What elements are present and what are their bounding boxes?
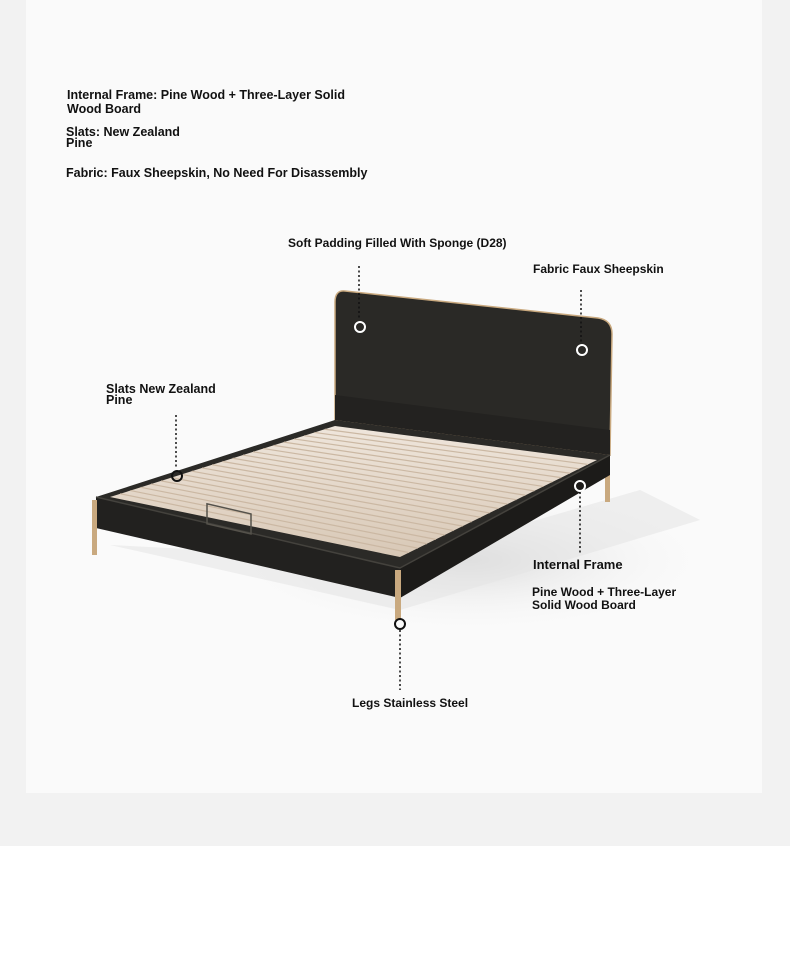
- callout-legs: Legs Stainless Steel: [352, 696, 469, 710]
- callout-internal-frame-desc: Pine Wood + Three-Layer Solid Wood Board: [532, 585, 677, 612]
- spec-internal-frame: Internal Frame: Pine Wood + Three-Layer Solid Wood Board: [67, 88, 345, 116]
- spec-fabric: Fabric: Faux Sheepskin, No Need For Disassembly: [66, 166, 368, 180]
- callout-fabric-faux: Fabric Faux Sheepskin: [533, 262, 664, 276]
- spec-slats: Slats: New Zealand Pine: [66, 125, 180, 150]
- leg-front-left: [92, 500, 97, 555]
- callout-internal-frame-title: Internal Frame: [533, 557, 623, 572]
- callout-soft-padding: Soft Padding Filled With Sponge (D28): [288, 236, 507, 250]
- callout-slats: Slats New Zealand Pine: [106, 382, 216, 407]
- leg-front-center: [395, 570, 401, 620]
